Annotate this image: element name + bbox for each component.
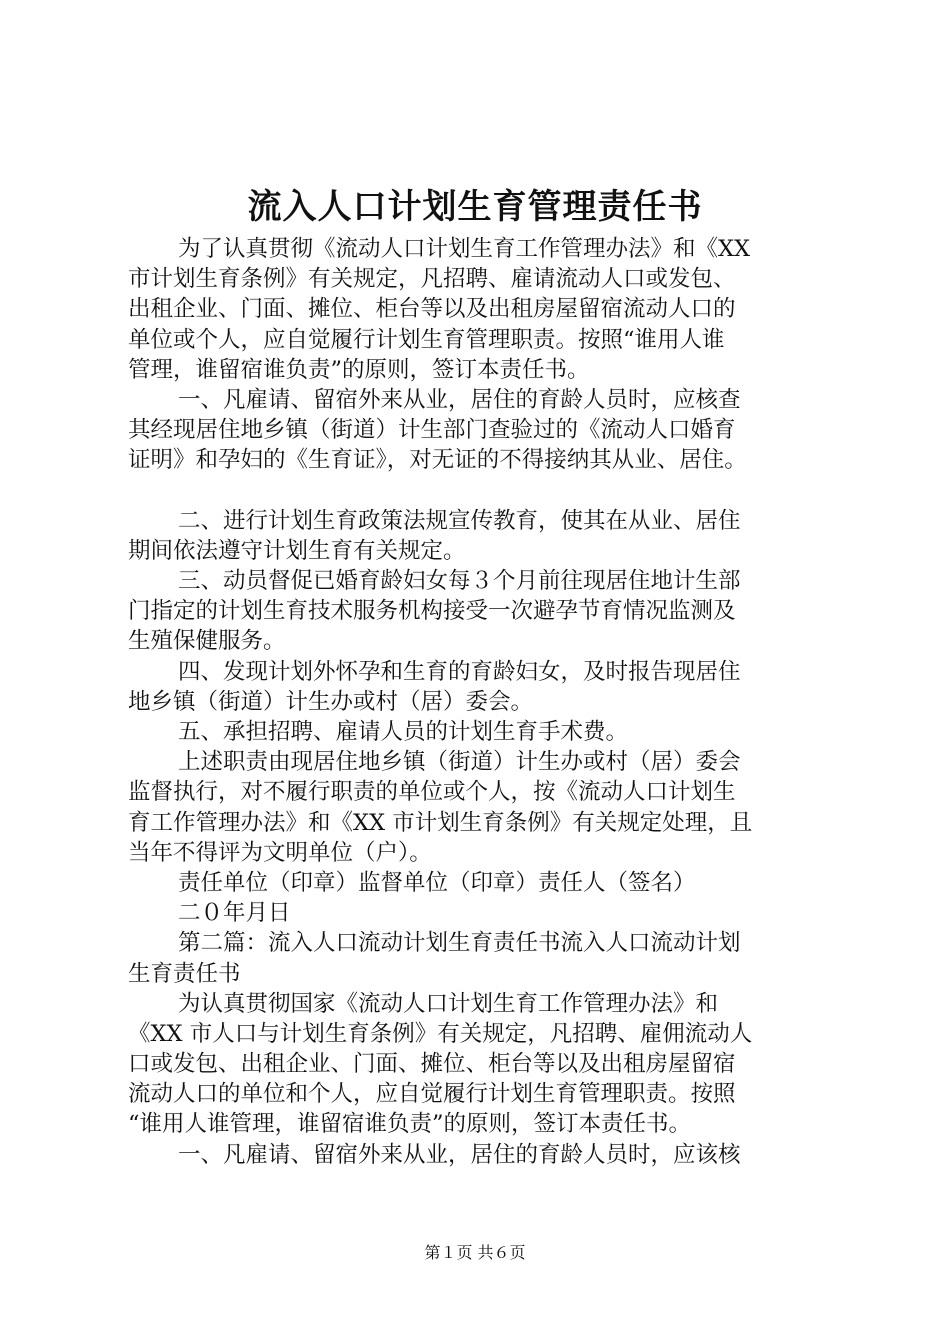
document-body: [128, 234, 848, 1170]
text-line: 单位或个人，应自觉履行计划生育管理职责。按照“谁用人谁: [128, 326, 725, 353]
text-line: 二０年月日: [178, 900, 291, 927]
text-line: 为认真贯彻国家《流动人口计划生育工作管理办法》和: [178, 990, 719, 1017]
text-line: 期间依法遵守计划生育有关规定。: [128, 537, 466, 564]
text-line: 五、承担招聘、雇请人员的计划生育手术费。: [178, 719, 629, 745]
text-line: 流动人口的单位和个人，应自觉履行计划生育管理职责。按照: [128, 1081, 736, 1108]
text-line: 市计划生育条例》有关规定，凡招聘、雇请流动人口或发包、: [128, 266, 736, 293]
text-line: 为了认真贯彻《流动人口计划生育工作管理办法》和《XX: [178, 236, 751, 262]
text-line: 一、凡雇请、留宿外来从业，居住的育龄人员时，应核查: [178, 386, 741, 413]
text-line: 第二篇：流入人口流动计划生育责任书流入人口流动计划: [178, 930, 741, 957]
text-line: 管理，谁留宿谁负责”的原则，签订本责任书。: [128, 356, 590, 383]
text-line: 二、进行计划生育政策法规宣传教育，使其在从业、居住: [178, 507, 741, 534]
text-line: 监督执行，对不履行职责的单位或个人，按《流动人口计划生: [128, 779, 736, 806]
text-line: 门指定的计划生育技术服务机构接受一次避孕节育情况监测及: [128, 598, 736, 625]
text-line: 生育责任书: [128, 960, 241, 987]
text-line: “谁用人谁管理，谁留宿谁负责”的原则，签订本责任书。: [128, 1111, 692, 1138]
text-line: 四、发现计划外怀孕和生育的育龄妇女，及时报告现居住: [178, 658, 741, 685]
text-line: 一、凡雇请、留宿外来从业，居住的育龄人员时，应该核: [178, 1141, 741, 1168]
text-line: 口或发包、出租企业、门面、摊位、柜台等以及出租房屋留宿: [128, 1051, 736, 1078]
text-line: 出租企业、门面、摊位、柜台等以及出租房屋留宿流动人口的: [128, 296, 736, 323]
text-line: 地乡镇（街道）计生办或村（居）委会。: [128, 688, 534, 715]
text-line: 责任单位（印章）监督单位（印章）责任人（签名）: [178, 869, 696, 896]
text-line: 当年不得评为文明单位（户）。: [128, 839, 432, 866]
text-line: 生殖保健服务。: [128, 628, 286, 655]
text-line: 《XX 市人口与计划生育条例》有关规定，凡招聘、雇佣流动人: [128, 1020, 753, 1047]
blank-line: [128, 476, 848, 506]
text-line: 证明》和孕妇的《生育证》，对无证的不得接纳其从业、居住。: [128, 447, 747, 474]
text-line: 三、动员督促已婚育龄妇女每３个月前往现居住地计生部: [178, 568, 741, 595]
text-line: 其经现居住地乡镇（街道）计生部门查验过的《流动人口婚育: [128, 417, 736, 444]
page-footer: 第１页 共６页: [424, 1243, 526, 1262]
text-line: 上述职责由现居住地乡镇（街道）计生办或村（居）委会: [178, 749, 741, 776]
text-line: 育工作管理办法》和《XX 市计划生育条例》有关规定处理，且: [128, 809, 753, 836]
document-title: 流入人口计划生育管理责任书: [247, 187, 703, 227]
